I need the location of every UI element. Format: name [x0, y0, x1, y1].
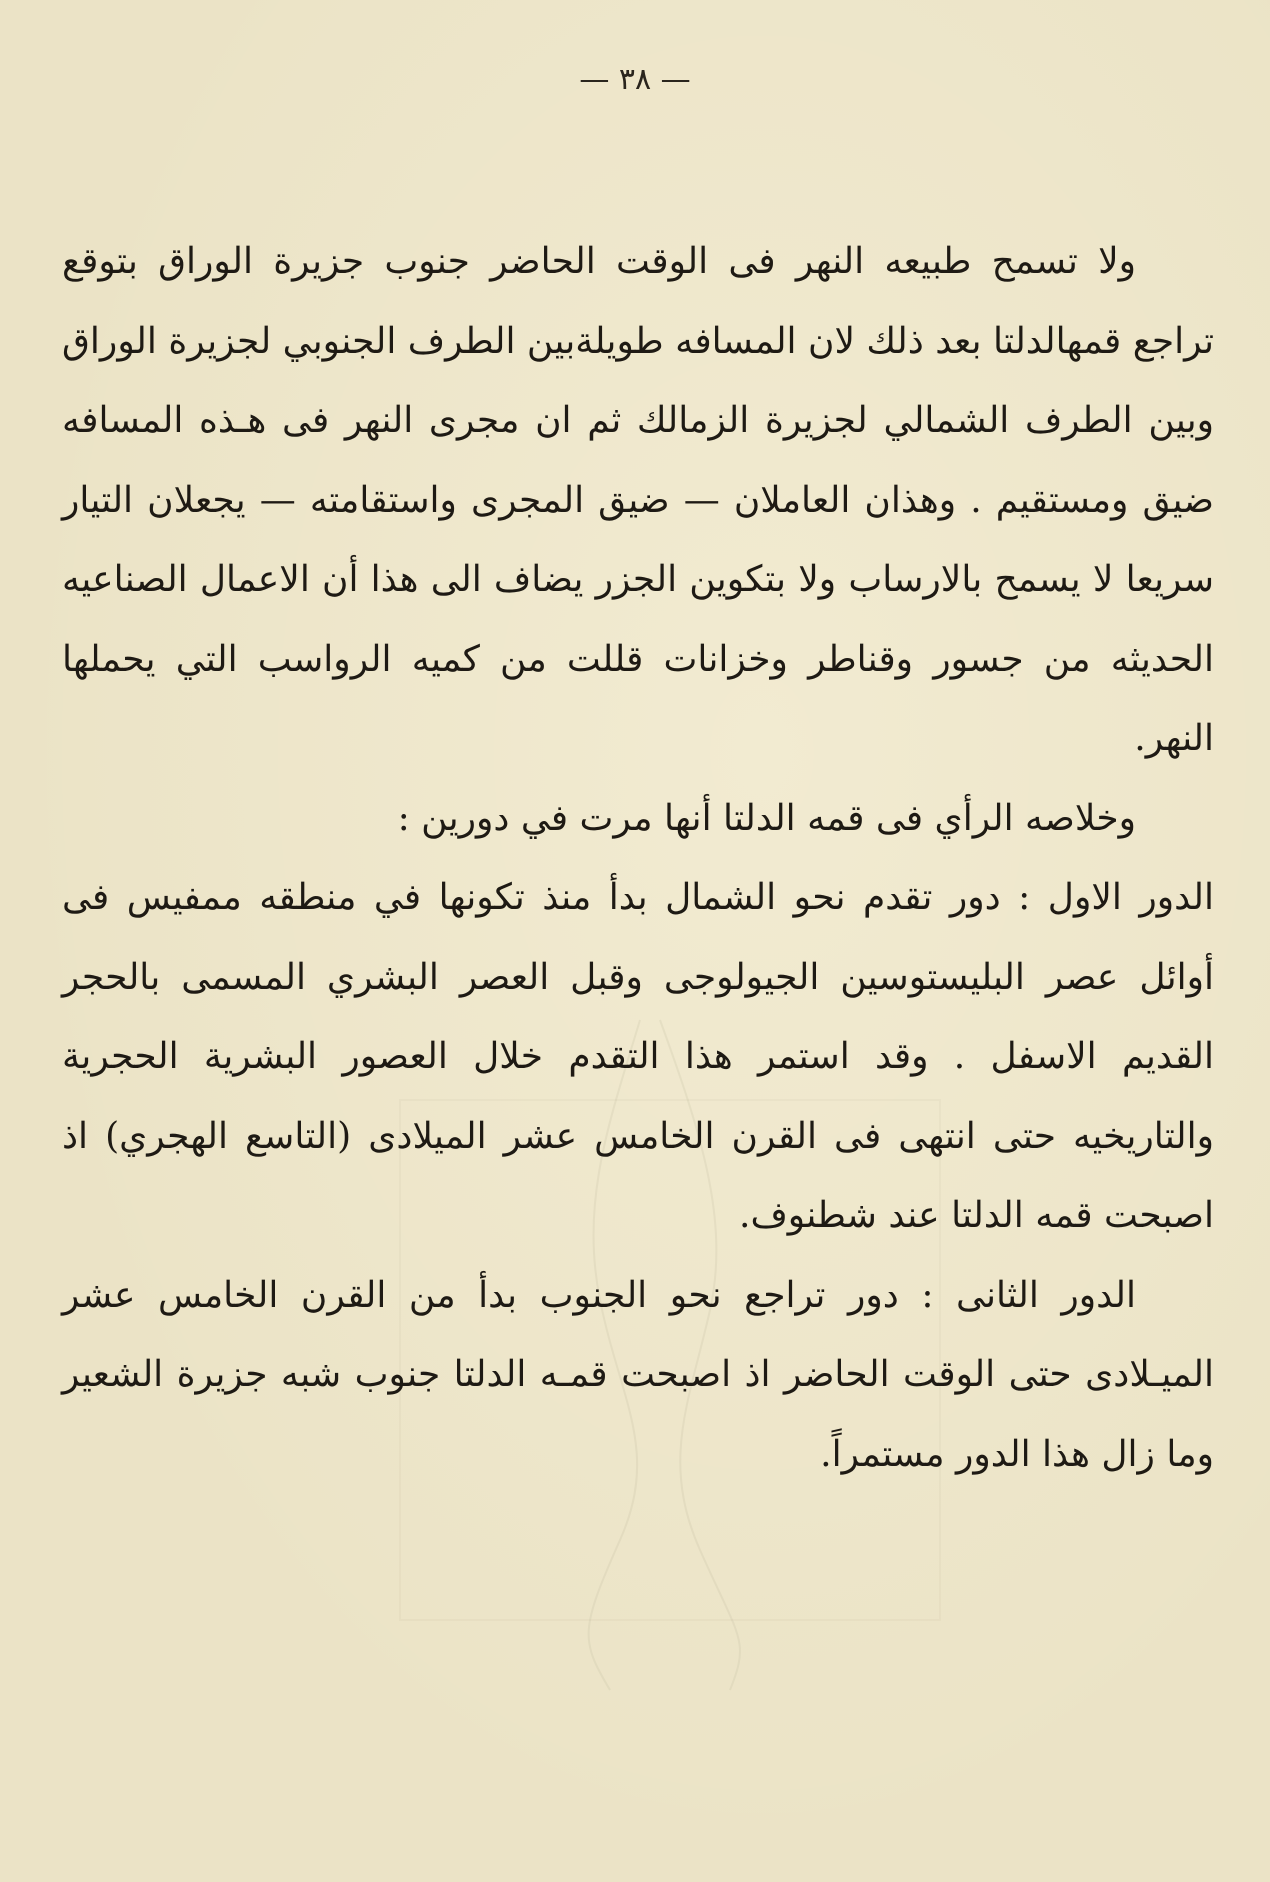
paragraph-delta-apex-retreat: ولا تسمح طبيعه النهر فى الوقت الحاضر جنوب جزيرة الوراق بتوقع تراجع قمهالدلتا بعد ذلك لان المسافه طويلةبين الطرف الجنوبي لجزيرة الوراق وبين الطرف الشمالي لجزيرة الزمالك ثم ان مجرى النهر فى هـذه المسافه ضيق ومستقيم . وهذان العاملان — ضيق المجرى واستقامته — يجعلان التيار سريعا لا يسمح بالارساب ولا بتكوين الجزر يضاف الى هذا أن الاعمال الصناعيه الحديثه من جسور وقناطر وخزانات قللت من كميه الرواسب التي يحملها النهر.	[62, 241, 1214, 759]
paragraph-first-phase: الدور الاول : دور تقدم نحو الشمال بدأ منذ تكونها في منطقه ممفيس فى أوائل عصر البليستوسين الجيولوجى وقبل العصر البشري المسمى بالحجر القديم الاسفل . وقد استمر هذا التقدم خلال العصور البشرية الحجرية والتاريخيه حتى انتهى فى القرن الخامس عشر الميلادى (التاسع الهجري) اذ اصبحت قمه الدلتا عند شطنوف.	[62, 877, 1214, 1236]
body-text	[62, 222, 1214, 1494]
paragraph-summary: وخلاصه الرأي فى قمه الدلتا أنها مرت في دورين :	[397, 797, 1136, 839]
paragraph-second-phase: الدور الثانى : دور تراجع نحو الجنوب بدأ من القرن الخامس عشر الميـلادى حتى الوقت الحاضر اذ اصبحت قمـه الدلتا جنوب شبه جزيرة الشعير وما زال هذا الدور مستمراً.	[62, 1274, 1214, 1475]
page-number: — ٣٨ —	[579, 62, 691, 97]
